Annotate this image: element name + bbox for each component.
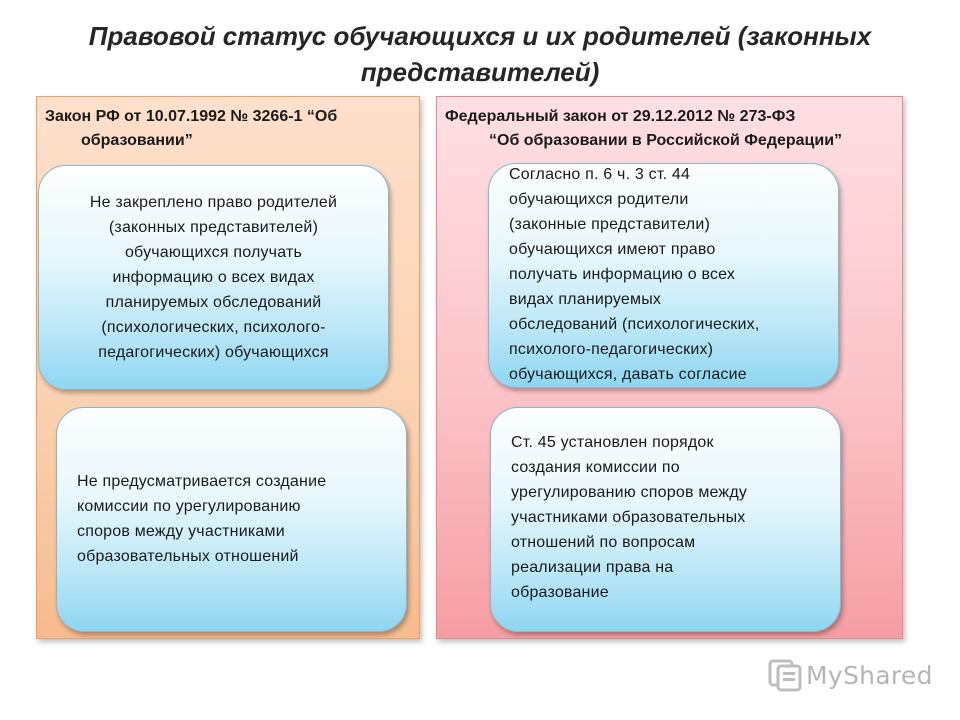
left-bubble-information-right bbox=[38, 165, 389, 390]
left-bubble-commission bbox=[56, 407, 407, 632]
right-bubble-commission bbox=[490, 407, 841, 632]
left-bubble-information-text: Не закреплено право родителей (законных представителей) обучающихся получать информацию о всех видах планируемых обследований (психологических, психолого- педагогических) обучающихся bbox=[89, 194, 338, 361]
left-panel-header bbox=[45, 105, 415, 153]
left-panel-header-line2: образовании” bbox=[81, 132, 193, 149]
right-bubble-information-right bbox=[488, 163, 839, 388]
watermark-text: MyShared bbox=[806, 660, 933, 690]
left-panel-header-line1: Закон РФ от 10.07.1992 № 3266-1 “Об bbox=[45, 108, 338, 125]
right-panel-header-line1: Федеральный закон от 29.12.2012 № 273-ФЗ bbox=[445, 108, 796, 125]
slide-title: Правовой статус обучающихся и их родителей (законных представителей) bbox=[88, 21, 872, 87]
mysharedlogo-icon bbox=[768, 658, 802, 692]
right-bubble-information-text: Согласно п. 6 ч. 3 ст. 44 обучающихся родители (законные представители) обучающихся имеют право получать информацию о всех видах планируемых обследований (психологических, психолого-педагогических) обучающихся, давать согласие bbox=[509, 166, 760, 383]
right-panel-header-line2: “Об образовании в Российской Федерации” bbox=[489, 132, 843, 149]
right-bubble-commission-text: Ст. 45 установлен порядок создания комиссии по урегулированию споров между участниками образовательных отношений по вопросам реализации права на образование bbox=[511, 434, 748, 601]
left-bubble-commission-text: Не предусматривается создание комиссии по урегулированию споров между участниками образовательных отношений bbox=[77, 473, 327, 565]
myshared-watermark bbox=[768, 655, 933, 695]
right-panel-header bbox=[445, 105, 897, 153]
